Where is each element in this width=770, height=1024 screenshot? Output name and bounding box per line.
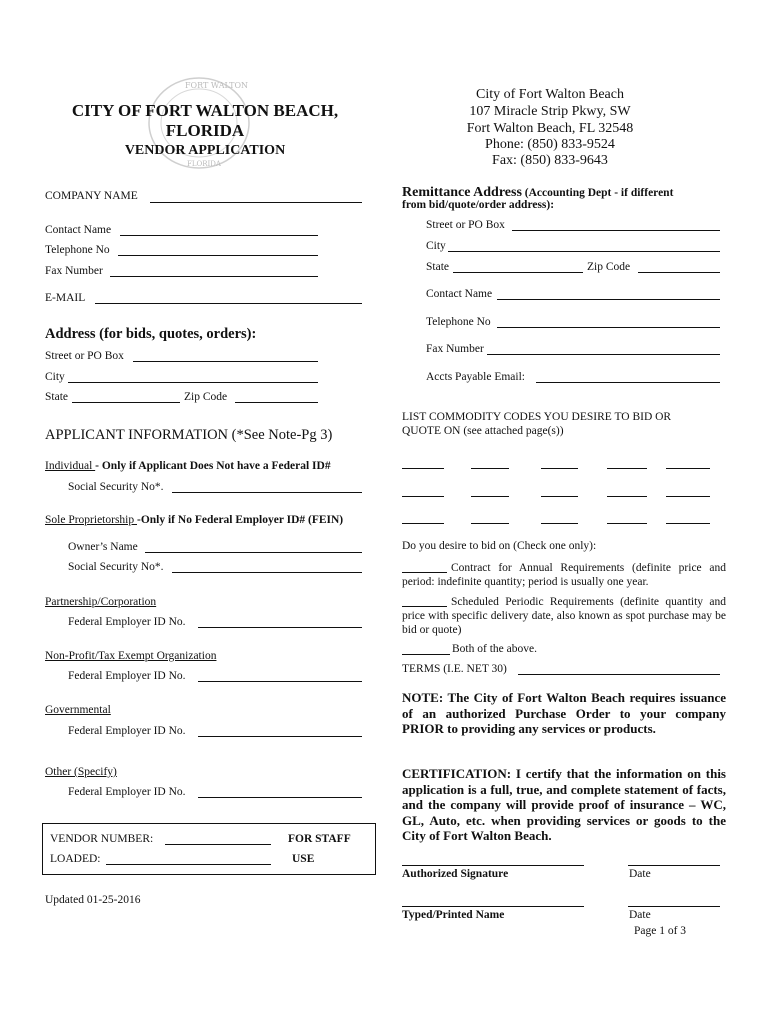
sole-line [45, 514, 343, 526]
bid-option-both: Both of the above. [452, 643, 537, 655]
use-label: USE [292, 853, 315, 865]
ssn-field[interactable] [172, 492, 362, 493]
fein3-field[interactable] [198, 736, 362, 737]
address-state-field[interactable] [72, 402, 180, 403]
address-city-field[interactable] [68, 382, 318, 383]
city-street: 107 Miracle Strip Pkwy, SW [469, 104, 631, 119]
date2-field[interactable] [628, 906, 720, 907]
address-street-label: Street or PO Box [45, 350, 124, 362]
company-name-label: COMPANY NAME [45, 190, 138, 202]
fein4-label: Federal Employer ID No. [68, 786, 186, 798]
date1-label: Date [629, 868, 651, 880]
address-city-label: City [45, 371, 65, 383]
fein3-label: Federal Employer ID No. [68, 725, 186, 737]
fax-label: Fax Number [45, 265, 103, 277]
commodity-code-field[interactable] [402, 496, 444, 497]
contact-name-label: Contact Name [45, 224, 112, 236]
city-city-state-zip: Fort Walton Beach, FL 32548 [466, 121, 634, 136]
individual-label: Individual [45, 460, 96, 472]
sole-note: -Only if No Federal Employer ID# (FEIN) [137, 514, 344, 526]
telephone-field[interactable] [118, 255, 318, 256]
ssn2-field[interactable] [172, 572, 362, 573]
fein2-label: Federal Employer ID No. [68, 670, 186, 682]
commodity-code-field[interactable] [402, 523, 444, 524]
authorized-signature-field[interactable] [402, 865, 584, 866]
applicant-heading: APPLICANT INFORMATION (*See Note-Pg 3) [45, 427, 333, 443]
rem-city-label: City [426, 240, 446, 252]
authorized-signature-label: Authorized Signature [402, 868, 509, 880]
commodity-code-field[interactable] [607, 468, 647, 469]
terms-field[interactable] [518, 674, 720, 675]
svg-text:FLORIDA: FLORIDA [187, 160, 221, 168]
bid-question: Do you desire to bid on (Check one only): [402, 540, 597, 552]
bid-option-annual: Contract for Annual Requirements (definite price and period: indefinite quantity; period is usually one year. [402, 562, 726, 588]
date1-field[interactable] [628, 865, 720, 866]
address-zip-field[interactable] [235, 402, 318, 403]
rem-state-label: State [426, 261, 449, 273]
commodity-code-field[interactable] [666, 468, 710, 469]
updated-date: Updated 01-25-2016 [45, 894, 141, 906]
rem-telephone-field[interactable] [497, 327, 720, 328]
other-label: Other (Specify) [45, 766, 117, 778]
commodity-code-field[interactable] [541, 468, 578, 469]
owner-label: Owner’s Name [68, 541, 138, 553]
email-label: E-MAIL [45, 292, 86, 304]
ssn-label: Social Security No*. [68, 481, 164, 493]
commodity-code-field[interactable] [471, 523, 509, 524]
remittance-note: (Accounting Dept - if different [521, 187, 674, 199]
terms-label: TERMS (I.E. NET 30) [402, 663, 507, 675]
typed-name-field[interactable] [402, 906, 584, 907]
fein1-label: Federal Employer ID No. [68, 616, 186, 628]
rem-street-label: Street or PO Box [426, 219, 505, 231]
email-field[interactable] [95, 303, 362, 304]
rem-contact-label: Contact Name [426, 288, 493, 300]
ssn2-label: Social Security No*. [68, 561, 164, 573]
remittance-note2: from bid/quote/order address): [402, 199, 555, 211]
sole-label: Sole Proprietorship [45, 514, 137, 526]
city-fax: Fax: (850) 833-9643 [492, 153, 608, 168]
fax-field[interactable] [110, 276, 318, 277]
rem-city-field[interactable] [448, 251, 720, 252]
city-phone: Phone: (850) 833-9524 [485, 137, 615, 152]
commodity-code-field[interactable] [666, 496, 710, 497]
rem-telephone-label: Telephone No [426, 316, 491, 328]
commodity-code-field[interactable] [471, 468, 509, 469]
commodity-code-field[interactable] [607, 523, 647, 524]
address-state-label: State [45, 391, 68, 403]
svg-text:FORT WALTON: FORT WALTON [185, 81, 249, 90]
fein1-field[interactable] [198, 627, 362, 628]
individual-line [45, 460, 331, 472]
staff-use-box [42, 823, 376, 875]
commodity-code-field[interactable] [666, 523, 710, 524]
rem-zip-label: Zip Code [587, 261, 631, 273]
typed-name-label: Typed/Printed Name [402, 909, 505, 921]
vendor-number-label: VENDOR NUMBER: [50, 833, 154, 845]
page-subtitle: VENDOR APPLICATION [124, 143, 286, 158]
contact-name-field[interactable] [120, 235, 318, 236]
commodity-code-field[interactable] [471, 496, 509, 497]
rem-email-field[interactable] [536, 382, 720, 383]
company-name-field[interactable] [150, 202, 362, 203]
date2-label: Date [629, 909, 651, 921]
commodity-code-field[interactable] [402, 468, 444, 469]
commodity-code-field[interactable] [541, 523, 578, 524]
purchase-order-note: NOTE: The City of Fort Walton Beach requires issuance of an authorized Purchase Order to your company PRIOR to providing any services or products. [402, 690, 726, 736]
rem-state-field[interactable] [453, 272, 583, 273]
fein2-field[interactable] [198, 681, 362, 682]
bid-option-scheduled: Scheduled Periodic Requirements (definite quantity and price with specific delivery date, also known as spot purchase may be bid or quote) [402, 596, 726, 636]
rem-contact-field[interactable] [497, 299, 720, 300]
nonprofit-label: Non-Profit/Tax Exempt Organization [45, 650, 217, 662]
individual-note: - Only if Applicant Does Not have a Federal ID# [95, 460, 331, 472]
governmental-label: Governmental [45, 704, 111, 716]
bid-option-both-checkbox[interactable] [402, 654, 450, 655]
telephone-label: Telephone No [45, 244, 110, 256]
page-title-line2: FLORIDA [165, 121, 245, 140]
city-name: City of Fort Walton Beach [476, 87, 624, 102]
rem-zip-field[interactable] [638, 272, 720, 273]
loaded-field[interactable] [106, 864, 271, 865]
owner-field[interactable] [145, 552, 362, 553]
remittance-heading: Remittance Address [402, 185, 522, 200]
vendor-number-field[interactable] [165, 844, 271, 845]
certification-text: CERTIFICATION: I certify that the information on this application is a full, true, and complete statement of facts, and the company will provide proof of insurance – WC, GL, Auto, etc. when providing services or goods to the City of Fort Walton Beach. [402, 766, 726, 843]
for-staff-label: FOR STAFF [288, 833, 351, 845]
commodity-line1: LIST COMMODITY CODES YOU DESIRE TO BID OR [402, 411, 672, 423]
rem-street-field[interactable] [512, 230, 720, 231]
page-number: Page 1 of 3 [634, 925, 687, 937]
page-title-line1: CITY OF FORT WALTON BEACH, [71, 101, 339, 120]
rem-email-label: Accts Payable Email: [426, 371, 525, 383]
commodity-line2: QUOTE ON (see attached page(s)) [402, 425, 564, 437]
commodity-code-field[interactable] [607, 496, 647, 497]
rem-fax-label: Fax Number [426, 343, 484, 355]
fein4-field[interactable] [198, 797, 362, 798]
partnership-label: Partnership/Corporation [45, 596, 157, 608]
address-zip-label: Zip Code [184, 391, 228, 403]
loaded-label: LOADED: [50, 853, 101, 865]
address-street-field[interactable] [133, 361, 318, 362]
commodity-code-field[interactable] [541, 496, 578, 497]
address-heading: Address (for bids, quotes, orders): [45, 326, 257, 342]
rem-fax-field[interactable] [487, 354, 720, 355]
